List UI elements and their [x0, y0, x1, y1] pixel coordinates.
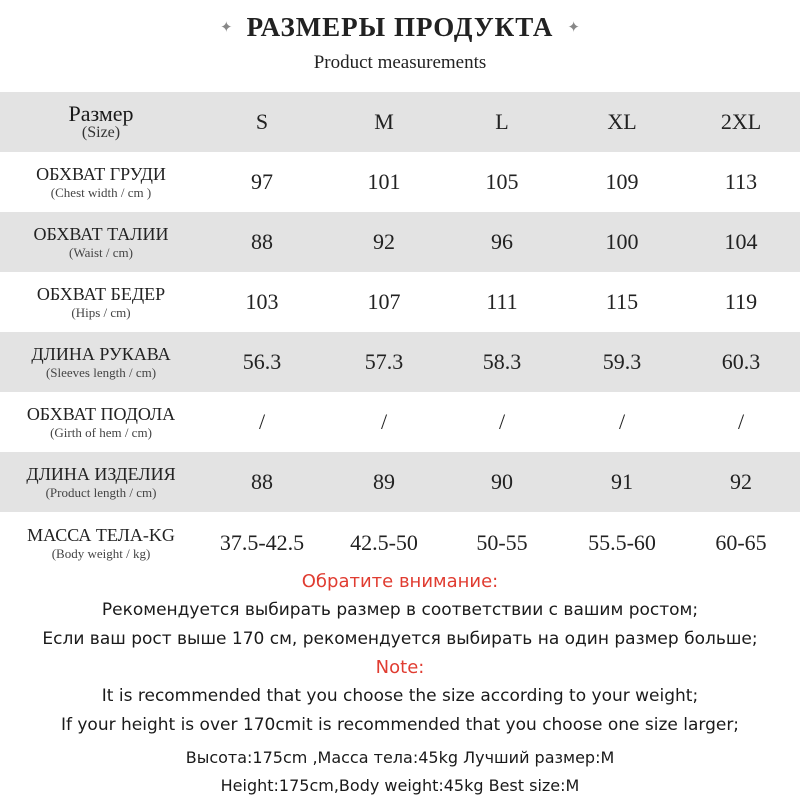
row-label-main: ДЛИНА РУКАВА [31, 343, 171, 364]
table-row-waist [0, 212, 800, 272]
notes-section [0, 568, 800, 800]
table-cell: 60-65 [715, 530, 767, 555]
table-cell: 59.3 [602, 349, 642, 374]
row-label [0, 405, 202, 440]
en-note-line: It is recommended that you choose the size according to your weight; [101, 686, 699, 706]
row-label-sub: (Product length / cm) [45, 484, 157, 500]
table-cell: 115 [605, 289, 639, 314]
row-label-main: МАССА ТЕЛА-KG [27, 524, 175, 545]
table-cell: 89 [373, 469, 395, 494]
page-subtitle: Product measurements [313, 52, 487, 73]
size-column-header: S [255, 109, 269, 134]
table-cell: 107 [367, 289, 401, 314]
star-icon: ✦ [567, 20, 580, 36]
ru-note-line: Рекомендуется выбирать размер в соответствии с вашим ростом; [101, 600, 699, 620]
table-cell: 37.5-42.5 [219, 530, 305, 555]
table-row-weight [0, 512, 800, 574]
row-label-sub: (Girth of hem / cm) [50, 424, 152, 440]
table-row-sleeves [0, 332, 800, 392]
size-column-header: L [495, 109, 509, 134]
row-label-main: ОБХВАТ ТАЛИИ [33, 223, 169, 244]
table-row-hips [0, 272, 800, 332]
size-heading-sub: (Size) [81, 124, 121, 142]
table-cell: 103 [245, 289, 279, 314]
table-cell: 60.3 [721, 349, 761, 374]
table-row-length [0, 452, 800, 512]
table-cell: 57.3 [364, 349, 404, 374]
table-cell: 88 [251, 229, 273, 254]
row-label-sub: (Sleeves length / cm) [45, 364, 157, 380]
header [0, 0, 800, 90]
table-cell: 97 [251, 169, 273, 194]
table-cell: / [258, 409, 266, 434]
page-title: РАЗМЕРЫ ПРОДУКТА [246, 12, 554, 42]
row-label [0, 345, 202, 380]
table-cell: 92 [373, 229, 395, 254]
table-cell: / [380, 409, 388, 434]
table-row-chest [0, 152, 800, 212]
table-row-hem [0, 392, 800, 452]
en-note-line: If your height is over 170cmit is recommended that you choose one size larger; [60, 715, 740, 735]
size-table [0, 92, 800, 574]
row-label-main: ДЛИНА ИЗДЕЛИЯ [26, 463, 176, 484]
table-header-row [0, 92, 800, 152]
table-cell: 88 [251, 469, 273, 494]
size-column-header: M [374, 109, 394, 134]
table-cell: / [737, 409, 745, 434]
size-heading: Размер [68, 101, 134, 127]
en-note-heading: Note: [375, 657, 425, 678]
row-label-sub: (Body weight / kg) [51, 545, 151, 561]
row-label-sub: (Chest width / cm ) [50, 184, 152, 200]
table-cell: 100 [605, 229, 639, 254]
table-cell: 105 [485, 169, 519, 194]
table-cell: 109 [605, 169, 639, 194]
table-cell: 55.5-60 [588, 530, 656, 555]
table-cell: 56.3 [242, 349, 282, 374]
row-label [0, 165, 202, 200]
row-label-sub: (Waist / cm) [69, 244, 133, 260]
row-label-main: ОБХВАТ БЕДЕР [36, 283, 166, 304]
table-cell: 111 [486, 289, 518, 314]
table-cell: 101 [367, 169, 401, 194]
row-label-main: ОБХВАТ ГРУДИ [36, 163, 166, 184]
table-cell: 50-55 [476, 530, 528, 555]
table-cell: 91 [611, 469, 633, 494]
header-label-cell [0, 102, 202, 142]
table-cell: 90 [491, 469, 513, 494]
row-label [0, 285, 202, 320]
table-cell: 58.3 [482, 349, 522, 374]
size-column-header: 2XL [720, 109, 762, 134]
ru-note-line: Если ваш рост выше 170 см, рекомендуется выбирать на один размер больше; [42, 629, 758, 649]
table-cell: 104 [724, 229, 758, 254]
row-label [0, 465, 202, 500]
row-label [0, 225, 202, 260]
star-icon: ✦ [220, 20, 233, 36]
row-label [0, 526, 202, 561]
example-en: Height:175cm,Body weight:45kg Best size:M [220, 776, 580, 795]
row-label-main: ОБХВАТ ПОДОЛА [26, 403, 176, 424]
table-cell: / [498, 409, 506, 434]
table-cell: 113 [724, 169, 758, 194]
table-cell: 92 [730, 469, 752, 494]
table-cell: 42.5-50 [350, 530, 418, 555]
table-cell: 96 [491, 229, 513, 254]
example-ru: Высота:175cm ,Масса тела:45kg Лучший размер:M [185, 748, 615, 767]
ru-note-heading: Обратите внимание: [301, 571, 499, 592]
title-row [0, 12, 800, 43]
size-column-header: XL [607, 109, 637, 134]
table-cell: / [618, 409, 626, 434]
row-label-sub: (Hips / cm) [71, 304, 131, 320]
table-cell: 119 [724, 289, 758, 314]
